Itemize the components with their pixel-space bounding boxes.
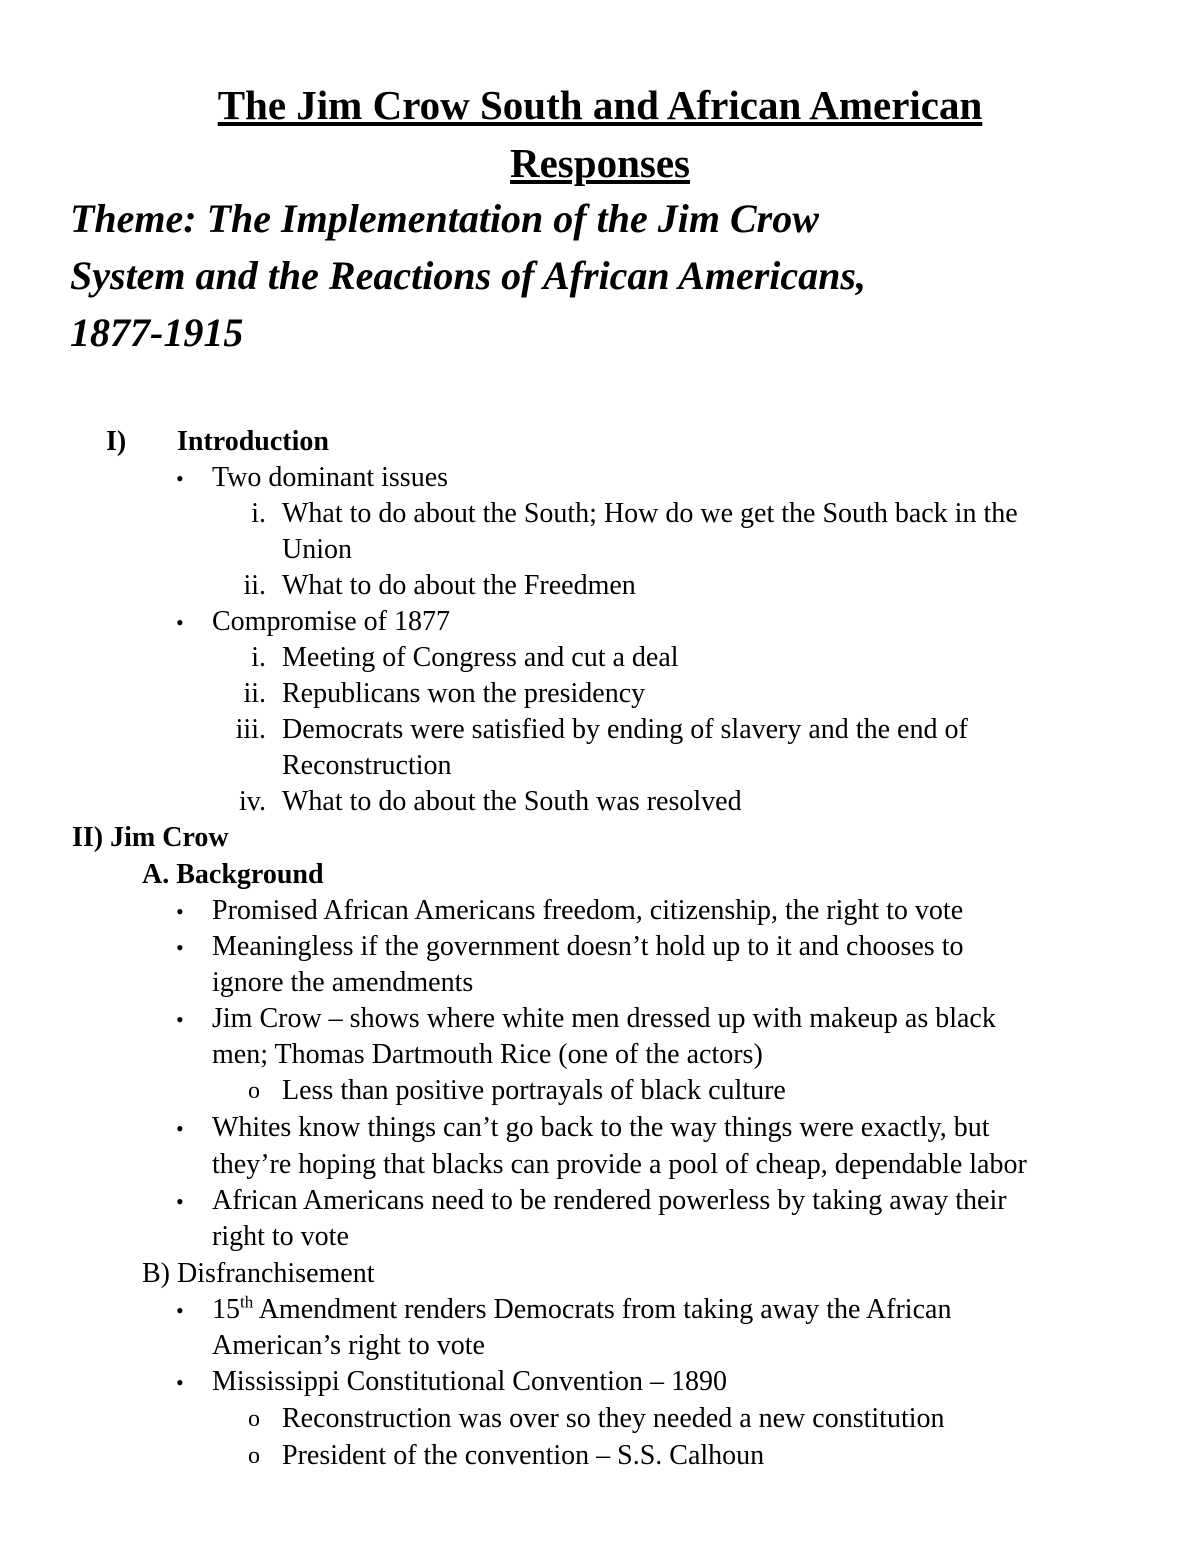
bullet-icon: • [176,1007,184,1032]
roman-marker: iii. [235,714,266,745]
section-2a-heading: A. Background [142,859,324,890]
section-1-bullet-1-item-i-line-1: What to do about the South; How do we get the South back in the [282,498,1018,529]
bullet-icon: • [176,1298,184,1323]
section-2-heading: II) Jim Crow [72,822,229,853]
section-1-number: I) [106,426,127,457]
section-2a-bullet-4-line-1: Whites know things can’t go back to the way things were exactly, but [212,1112,990,1143]
roman-marker: i. [251,642,266,673]
section-1-bullet-2: Compromise of 1877 [212,606,450,637]
section-2a-bullet-3-sub-1: Less than positive portrayals of black culture [282,1075,786,1106]
document-title-line-1: The Jim Crow South and African American [217,82,983,128]
section-2b-bullet-1-line-2: American’s right to vote [212,1330,485,1361]
bullet-icon: • [176,466,184,491]
section-2a-bullet-1: Promised African Americans freedom, citizenship, the right to vote [212,895,964,926]
bullet-icon: • [176,1370,184,1395]
section-2a-bullet-2-line-1: Meaningless if the government doesn’t hold up to it and chooses to [212,931,964,962]
section-2b-bullet-1-line-1 [212,1292,951,1328]
section-1-bullet-1-item-i-line-2: Union [282,534,352,565]
section-2a-bullet-3-line-1: Jim Crow – shows where white men dressed up with makeup as black [212,1003,996,1034]
bullet-icon: • [176,899,184,924]
theme-line-3: 1877-1915 [70,310,244,355]
amendment-number: 15 [212,1294,240,1325]
bullet-icon: • [176,1189,184,1214]
section-2a-bullet-5-line-1: African Americans need to be rendered powerless by taking away their [212,1185,1007,1216]
section-2b-bullet-1-line-1-text: Amendment renders Democrats from taking away the African [253,1294,952,1325]
bullet-icon: • [176,610,184,635]
roman-marker: ii. [243,678,266,709]
section-2a-bullet-4-line-2: they’re hoping that blacks can provide a pool of cheap, dependable labor [212,1149,1027,1180]
section-2b-heading: B) Disfranchisement [142,1258,375,1289]
section-2a-bullet-5-line-2: right to vote [212,1221,349,1252]
section-1-bullet-2-item-ii: Republicans won the presidency [282,678,646,709]
roman-marker: ii. [243,570,266,601]
sub-bullet-icon: o [248,1406,260,1432]
section-2a-bullet-3-line-2: men; Thomas Dartmouth Rice (one of the actors) [212,1039,763,1070]
sub-bullet-icon: o [248,1443,260,1469]
section-2b-bullet-2: Mississippi Constitutional Convention – 1890 [212,1366,727,1397]
section-2b-bullet-2-sub-1: Reconstruction was over so they needed a new constitution [282,1403,945,1434]
section-1-bullet-1: Two dominant issues [212,462,449,493]
bullet-icon: • [176,1116,184,1141]
ordinal-suffix: th [240,1292,254,1312]
section-1-bullet-2-item-iii-line-2: Reconstruction [282,750,452,781]
section-2b-bullet-2-sub-2: President of the convention – S.S. Calhoun [282,1440,765,1471]
roman-marker: iv. [239,786,266,817]
section-1-bullet-2-item-iii-line-1: Democrats were satisfied by ending of slavery and the end of [282,714,968,745]
bullet-icon: • [176,935,184,960]
section-1-bullet-1-item-ii: What to do about the Freedmen [282,570,636,601]
section-1-heading: Introduction [177,426,329,457]
section-1-bullet-2-item-iv: What to do about the South was resolved [282,786,742,817]
theme-line-1: Theme: The Implementation of the Jim Crow [70,196,819,241]
section-1-bullet-2-item-i: Meeting of Congress and cut a deal [282,642,679,673]
sub-bullet-icon: o [248,1078,260,1104]
document-title-line-2: Responses [510,140,690,186]
section-2a-bullet-2-line-2: ignore the amendments [212,967,474,998]
theme-line-2: System and the Reactions of African Americans, [70,253,866,298]
roman-marker: i. [251,498,266,529]
